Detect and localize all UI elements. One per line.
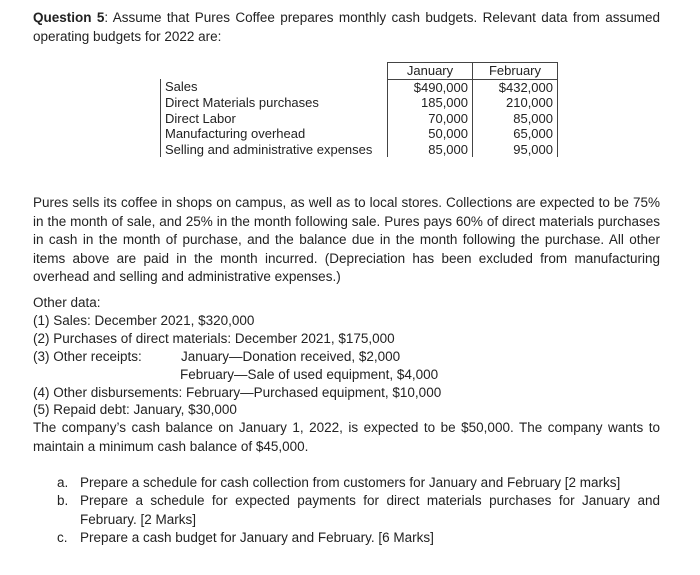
closing-paragraph: The company’s cash balance on January 1, 2022, is expected to be $50,000. The company wants to maintain a minimum cash balance of $45,000.: [33, 420, 660, 454]
table-row: [161, 126, 558, 142]
row-february-value: 95,000: [473, 142, 558, 158]
operating-budget-table: [160, 62, 558, 157]
row-label: Selling and administrative expenses: [161, 142, 388, 158]
column-header-february: February: [473, 63, 558, 80]
row-label: Manufacturing overhead: [161, 126, 388, 142]
row-label: Direct Labor: [161, 111, 388, 127]
row-february-value: 65,000: [473, 126, 558, 142]
question-text: : Assume that Pures Coffee prepares monthly cash budgets. Relevant data from assumed operating budgets for 2022 are:: [33, 10, 660, 44]
row-february-value: $432,000: [473, 79, 558, 95]
other-receipts-label: (3) Other receipts:: [33, 349, 142, 364]
table-header-row: [161, 63, 558, 80]
row-february-value: 210,000: [473, 95, 558, 111]
row-label: Direct Materials purchases: [161, 95, 388, 111]
collections-paragraph: Pures sells its coffee in shops on campus, as well as to local stores. Collections are expected to be 75% in the month of sale, and 25% in the month following sale. Pures pays 60% of direct materials purchases in cash in the month of purchase, and the balance due in the month following the purchase. All other items above are paid in the month incurred. (Depreciation has been excluded from manufacturing overhead and selling and administrative expenses.): [33, 195, 660, 284]
row-january-value: 50,000: [388, 126, 473, 142]
task-text: Prepare a cash budget for January and February. [6 Marks]: [80, 530, 434, 545]
row-january-value: $490,000: [388, 79, 473, 95]
task-text: Prepare a schedule for cash collection from customers for January and February [2 marks]: [80, 475, 621, 490]
other-receipts-january: January—Donation received, $2,000: [181, 349, 401, 364]
other-data-heading: Other data:: [33, 295, 101, 310]
other-data-item-3: [33, 348, 400, 366]
other-receipts-february: February—Sale of used equipment, $4,000: [180, 367, 439, 382]
other-data-item-5: (5) Repaid debt: January, $30,000: [33, 402, 237, 417]
task-a: [57, 474, 660, 493]
table-row: [161, 142, 558, 158]
row-label: Sales: [161, 79, 388, 95]
task-c: [57, 529, 660, 548]
task-marker: b.: [57, 493, 69, 508]
row-february-value: 85,000: [473, 111, 558, 127]
question-label: Question 5: [33, 10, 105, 25]
other-data-item-2: (2) Purchases of direct materials: December 2021, $175,000: [33, 331, 395, 346]
row-january-value: 70,000: [388, 111, 473, 127]
column-header-january: January: [388, 63, 473, 80]
question-intro: [33, 9, 660, 46]
row-january-value: 85,000: [388, 142, 473, 158]
task-text: Prepare a schedule for expected payments for direct materials purchases for January and February. [2 Marks]: [80, 493, 660, 527]
table-row: [161, 95, 558, 111]
table-row: [161, 79, 558, 95]
row-january-value: 185,000: [388, 95, 473, 111]
task-b: [57, 492, 660, 529]
table-row: [161, 111, 558, 127]
task-marker: c.: [57, 530, 68, 545]
other-data-item-1: (1) Sales: December 2021, $320,000: [33, 313, 255, 328]
other-data-item-4: (4) Other disbursements: February—Purchased equipment, $10,000: [33, 385, 442, 400]
task-marker: a.: [57, 475, 69, 490]
